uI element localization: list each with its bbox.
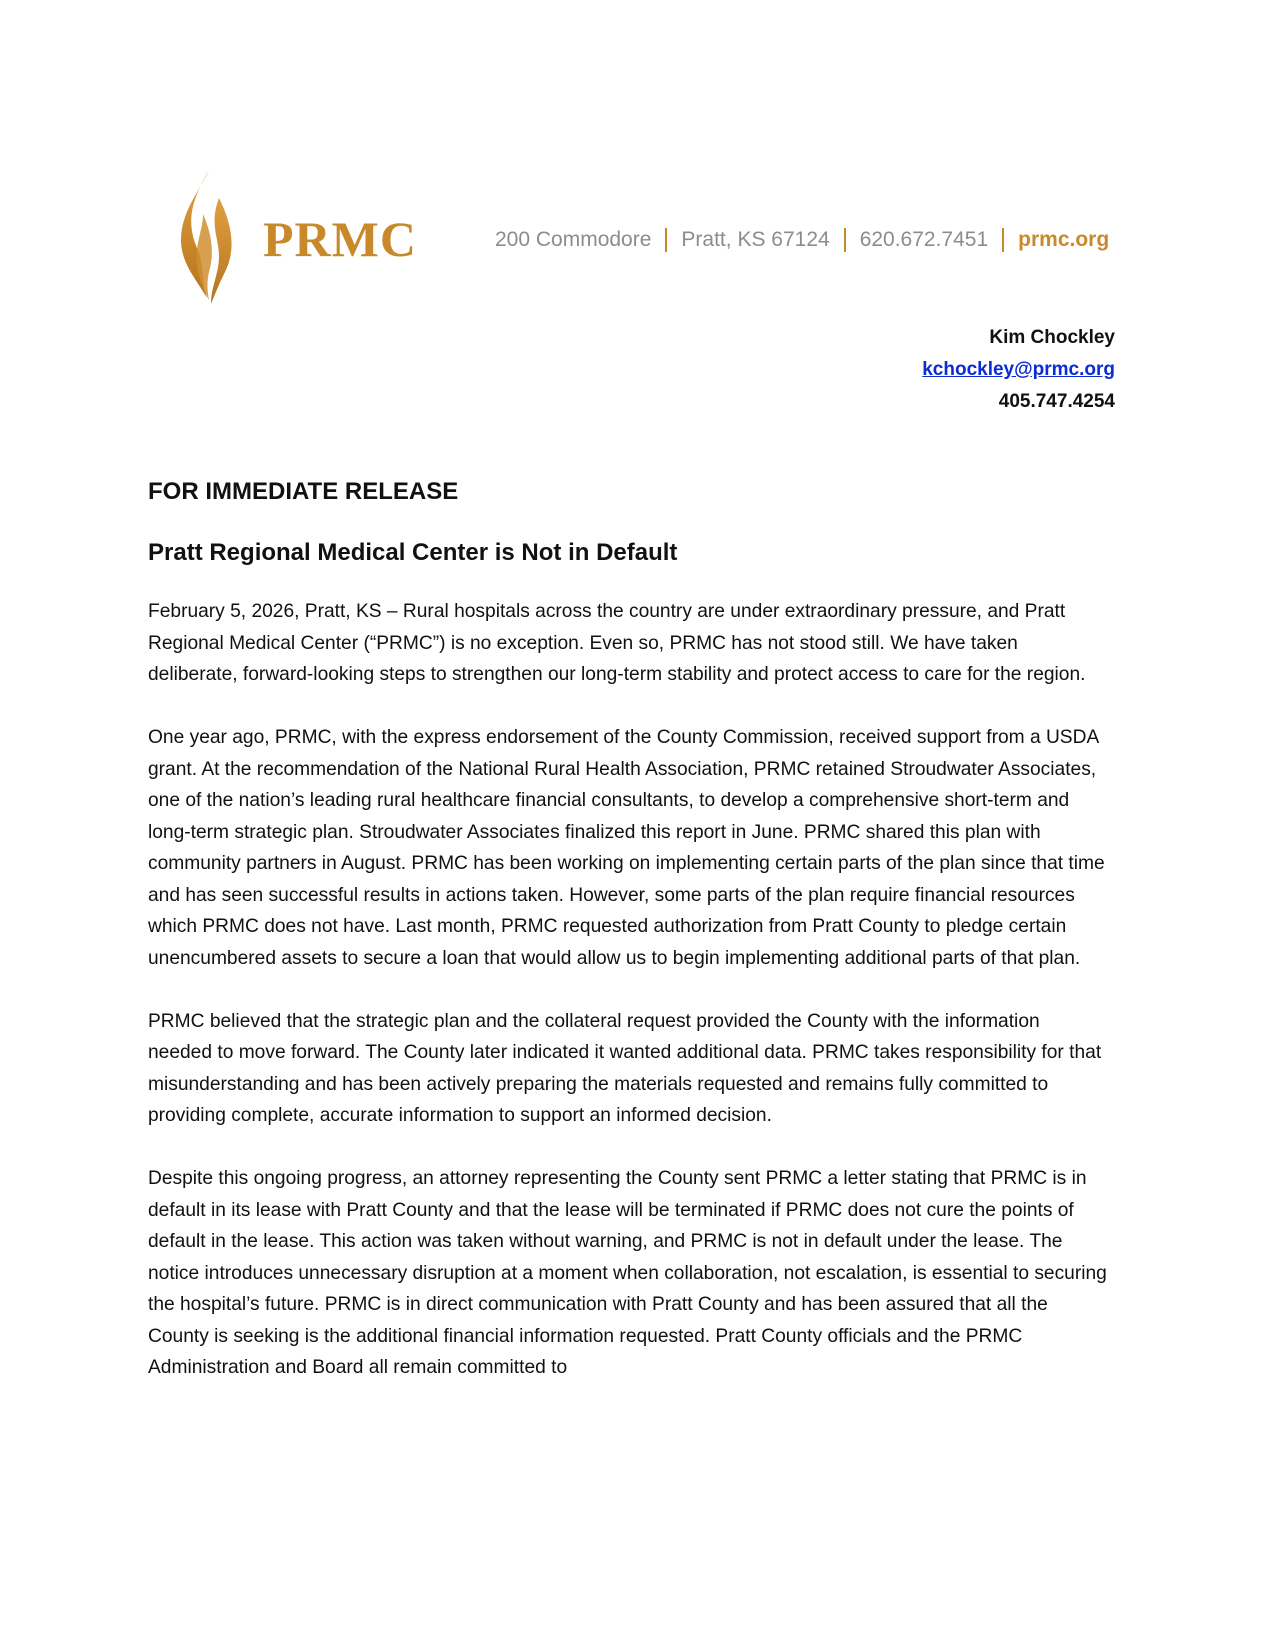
contact-phone: 405.747.4254 <box>998 391 1115 412</box>
press-release-body <box>148 596 1108 1415</box>
letterhead <box>175 168 1110 308</box>
letterhead-contact-line <box>495 228 1109 252</box>
body-paragraph: Despite this ongoing progress, an attorney representing the County sent PRMC a letter stating that PRMC is in default in its lease with Pratt County and that the lease will be terminated if PRMC does not cure the points of default in the lease. This action was taken without warning, and PRMC is not in default under the lease. The notice introduces unnecessary disruption at a moment when collaboration, not escalation, is essential to securing the hospital’s future. PRMC is in direct communication with Pratt County and has been assured that all the County is seeking is the additional financial information requested. Pratt County officials and the PRMC Administration and Board all remain committed to <box>148 1168 1107 1378</box>
letterhead-phone: 620.672.7451 <box>859 228 989 251</box>
release-label: FOR IMMEDIATE RELEASE <box>148 478 459 505</box>
letterhead-separator <box>1002 228 1004 252</box>
letterhead-city: Pratt, KS 67124 <box>681 228 830 251</box>
media-contact-block <box>922 322 1115 418</box>
letterhead-address: 200 Commodore <box>495 228 652 251</box>
letterhead-website: prmc.org <box>1018 228 1110 251</box>
contact-name: Kim Chockley <box>989 327 1115 348</box>
headline: Pratt Regional Medical Center is Not in Default <box>148 539 678 566</box>
letterhead-separator <box>665 228 667 252</box>
contact-email-link[interactable]: kchockley@prmc.org <box>922 359 1115 380</box>
body-paragraph: PRMC believed that the strategic plan and the collateral request provided the County with the information needed to move forward. The County later indicated it wanted additional data. PRMC takes responsibility for that misunderstanding and has been actively preparing the materials requested and remains fully committed to providing complete, accurate information to support an informed decision. <box>148 1010 1102 1126</box>
flame-icon <box>175 168 247 308</box>
body-paragraph: February 5, 2026, Pratt, KS – Rural hospitals across the country are under extraordinary pressure, and Pratt Regional Medical Center (“PRMC”) is no exception. Even so, PRMC has not stood still. We have taken deliberate, forward-looking steps to strengthen our long-term stability and protect access to care for the region. <box>148 601 1086 685</box>
letterhead-separator <box>844 228 846 252</box>
brand-wordmark: PRMC <box>263 211 417 267</box>
body-paragraph: One year ago, PRMC, with the express endorsement of the County Commission, received support from a USDA grant. At the recommendation of the National Rural Health Association, PRMC retained Stroudwater Associates, one of the nation’s leading rural healthcare financial consultants, to develop a comprehensive short-term and long-term strategic plan. Stroudwater Associates finalized this report in June. PRMC shared this plan with community partners in August. PRMC has been working on implementing certain parts of the plan since that time and has seen successful results in actions taken. However, some parts of the plan require financial resources which PRMC does not have. Last month, PRMC requested authorization from Pratt County to pledge certain unencumbered assets to secure a loan that would allow us to begin implementing additional parts of that plan. <box>148 727 1105 969</box>
